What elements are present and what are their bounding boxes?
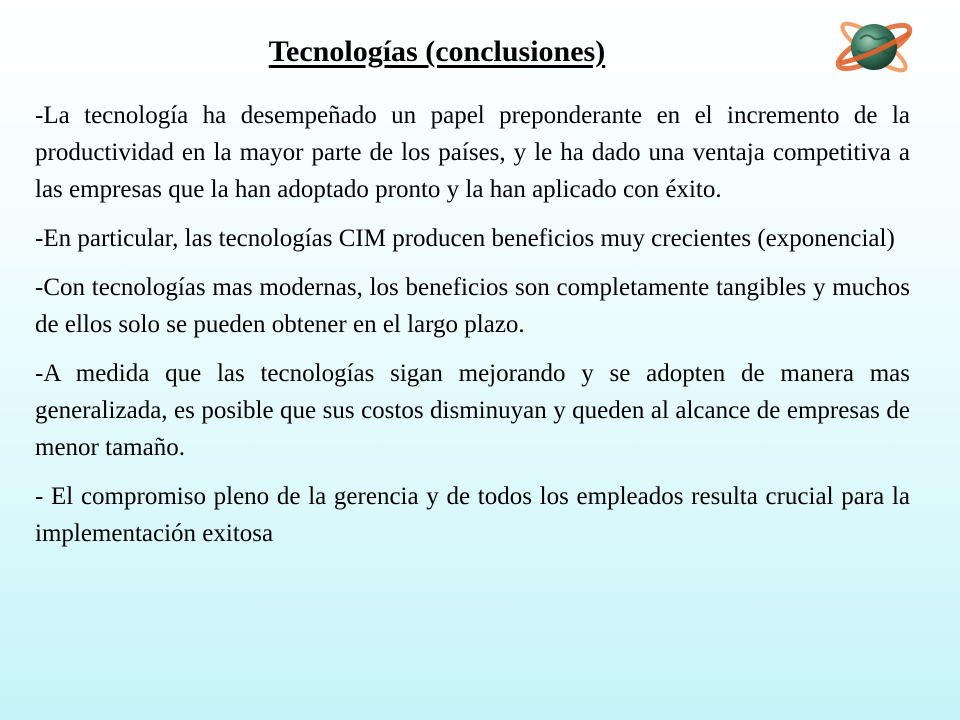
slide-title: Tecnologías (conclusiones) [268, 35, 606, 68]
paragraph-5: - El compromiso pleno de la gerencia y de todos los empleados resulta crucial para la implementación exitosa [35, 483, 910, 547]
globe-with-orbits-icon [832, 5, 916, 89]
paragraph-1: -La tecnología ha desempeñado un papel preponderante en el incremento de la productividad en la mayor parte de los países, y le ha dado una ventaja competitiva a las empresas que la han adoptado pronto y la han aplicado con éxito. [35, 102, 910, 203]
paragraph-4: -A medida que las tecnologías sigan mejorando y se adopten de manera mas generalizada, es posible que sus costos disminuyan y queden al alcance de empresas de menor tamaño. [35, 360, 910, 461]
paragraph-3: -Con tecnologías mas modernas, los beneficios son completamente tangibles y muchos de ellos solo se pueden obtener en el largo plazo. [35, 274, 910, 338]
slide-body [35, 97, 910, 564]
paragraph-2: -En particular, las tecnologías CIM producen beneficios muy crecientes (exponencial) [35, 225, 895, 252]
